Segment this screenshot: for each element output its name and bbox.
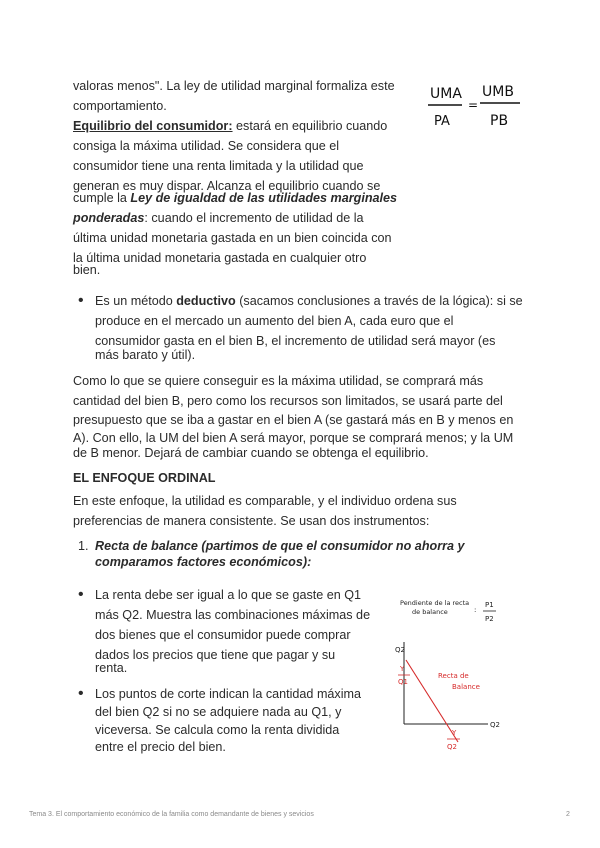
formula-p-b: PB xyxy=(490,113,509,129)
y-intercept-num: Y xyxy=(400,665,405,673)
footer-text: Tema 3. El comportamiento económico de la familia como demandante de bienes y sevicios xyxy=(29,811,314,818)
equilibrio-line-4: generan es muy dispar. Alcanza el equilibrio cuando se xyxy=(73,179,381,193)
enfoque-line-1: En este enfoque, la utilidad es comparable, y el individuo ordena sus xyxy=(73,494,457,508)
renta-line-3: dos bienes que el consumidor puede comprar xyxy=(95,628,351,642)
utility-ratio-formula xyxy=(420,78,530,134)
x-intercept-num: Y xyxy=(452,729,457,737)
bullet-dot: • xyxy=(78,292,84,309)
deductivo-line-2: produce en el mercado un aumento del bien A, cada euro que el xyxy=(95,314,454,328)
como-line-5: de B menor. Dejará de cambiar cuando se obtenga el equilibrio. xyxy=(73,446,429,460)
bullet-dot: • xyxy=(78,685,84,702)
como-line-4: A). Con ello, la UM del bien A será mayor, porque se comprará menos; y la UM xyxy=(73,431,514,445)
deductivo-line-4: más barato y útil). xyxy=(95,348,196,362)
equilibrio-line-2: consiga la máxima utilidad. Se considera que el xyxy=(73,139,340,153)
slope-label-1: Pendiente de la recta xyxy=(400,599,470,607)
x-intercept-den: Q2 xyxy=(447,743,457,751)
intro-line-1: valoras menos". La ley de utilidad marginal formaliza este xyxy=(73,79,395,93)
renta-line-4: dados los precios que tiene que pagar y su xyxy=(95,648,336,662)
como-line-3: presupuesto que se iba a gastar en el bien A (se gastará más en B y menos en xyxy=(73,413,514,427)
deductivo-term: deductivo xyxy=(176,294,236,308)
equilibrio-line-5: cumple la Ley de igualdad de las utilidades marginales xyxy=(73,191,398,205)
line-label-1: Recta de xyxy=(438,672,469,680)
slope-label-2: de balance xyxy=(412,608,448,616)
equilibrio-line-9: bien. xyxy=(73,263,101,277)
cortes-line-3: viceversa. Se calcula como la renta dividida xyxy=(95,723,340,737)
renta-line-5: renta. xyxy=(95,661,128,675)
formula-um-b: UMB xyxy=(482,84,514,100)
equilibrio-line-7: última unidad monetaria gastada en un bien coincida con xyxy=(73,231,392,245)
como-line-2: cantidad del bien B, pero como los recursos son limitados, se usará parte del xyxy=(73,394,503,408)
numbered-marker: 1. xyxy=(78,539,89,553)
intro-line-2: comportamiento. xyxy=(73,99,167,113)
formula-um-a: UMA xyxy=(430,86,462,102)
slope-colon: : xyxy=(474,606,477,614)
como-line-1: Como lo que se quiere conseguir es la máxima utilidad, se comprará más xyxy=(73,374,484,388)
page-number: 2 xyxy=(566,811,570,818)
equilibrio-line-1: Equilibrio del consumidor: estará en equilibrio cuando xyxy=(73,119,388,133)
equilibrio-line-6: ponderadas: cuando el incremento de utilidad de la xyxy=(73,211,364,225)
numbered-line-1: Recta de balance (partimos de que el consumidor no ahorra y xyxy=(95,539,465,553)
bullet-dot: • xyxy=(78,586,84,603)
line-label-2: Balance xyxy=(452,683,480,691)
equilibrio-line-3: consumidor tiene una renta limitada y la utilidad que xyxy=(73,159,364,173)
cortes-line-2: del bien Q2 si no se adquiere nada au Q1, y xyxy=(95,705,342,719)
enfoque-line-2: preferencias de manera consistente. Se usan dos instrumentos: xyxy=(73,514,430,528)
y-axis-label: Q2 xyxy=(395,646,405,654)
equilibrio-term: Equilibrio del consumidor: xyxy=(73,119,233,133)
formula-p-a: PA xyxy=(434,114,450,129)
budget-line-sketch xyxy=(392,592,512,762)
numbered-line-2: comparamos factores económicos): xyxy=(95,555,312,569)
renta-line-1: La renta debe ser igual a lo que se gaste en Q1 xyxy=(95,588,362,602)
y-intercept-den: Q1 xyxy=(398,678,408,686)
deductivo-line-3: consumidor gasta en el bien B, el incremento de utilidad será mayor (es xyxy=(95,334,496,348)
renta-line-2: más Q2. Muestra las combinaciones máximas de xyxy=(95,608,371,622)
law-name: Ley de igualdad de las utilidades marginales xyxy=(130,191,398,205)
deductivo-line-1: Es un método deductivo (sacamos conclusiones a través de la lógica): si se xyxy=(95,294,523,308)
formula-equals: = xyxy=(468,98,479,112)
slope-p2: P2 xyxy=(485,615,494,623)
slope-p1: P1 xyxy=(485,601,494,609)
section-title: EL ENFOQUE ORDINAL xyxy=(73,471,216,485)
equilibrio-line-8: la última unidad monetaria gastada en cualquier otro xyxy=(73,251,367,265)
cortes-line-1: Los puntos de corte indican la cantidad máxima xyxy=(95,687,362,701)
cortes-line-4: entre el precio del bien. xyxy=(95,740,226,754)
x-axis-label: Q2 xyxy=(490,721,500,729)
